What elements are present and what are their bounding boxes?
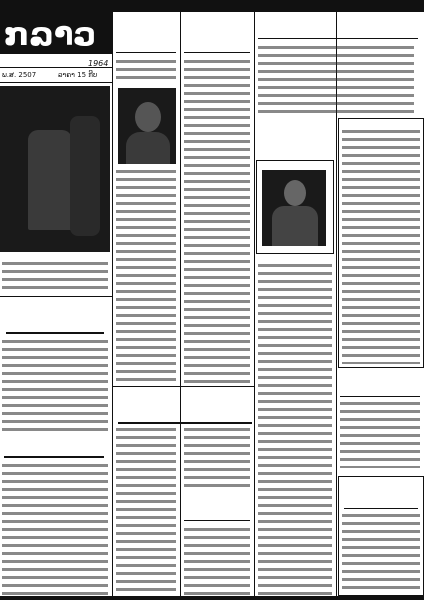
front-page-photo bbox=[0, 86, 110, 252]
article-text bbox=[184, 58, 250, 384]
article-headline-placeholder bbox=[6, 304, 104, 334]
column-divider bbox=[180, 12, 181, 600]
article-text bbox=[2, 260, 108, 290]
section-rule bbox=[113, 386, 254, 387]
article-headline-placeholder bbox=[184, 498, 250, 521]
page-edge bbox=[0, 596, 424, 600]
article-headline-placeholder bbox=[4, 436, 104, 458]
column-divider bbox=[112, 12, 113, 600]
handwritten-date: 1964 bbox=[88, 59, 109, 68]
dignitary-photo bbox=[262, 170, 326, 246]
portrait-body bbox=[126, 132, 170, 164]
photo-body bbox=[272, 206, 318, 246]
masthead-date: ພ.ສ. 2507 bbox=[2, 71, 37, 79]
article-headline-placeholder bbox=[118, 392, 252, 424]
article-text bbox=[2, 338, 108, 432]
article-text bbox=[184, 426, 250, 492]
article-text bbox=[116, 426, 176, 596]
photo-face bbox=[284, 180, 306, 206]
article-headline-placeholder bbox=[184, 30, 250, 53]
article-text bbox=[116, 168, 176, 382]
article-headline-placeholder bbox=[116, 30, 176, 53]
photo-figure bbox=[28, 130, 72, 230]
article-text bbox=[258, 262, 332, 596]
masthead-price: ລາຄາ 15 ກີບ bbox=[58, 71, 98, 79]
top-banner bbox=[0, 0, 424, 12]
article-text bbox=[258, 44, 414, 116]
masthead-bottom-rule bbox=[0, 82, 112, 83]
article-headline-placeholder bbox=[340, 372, 420, 397]
article-text bbox=[340, 400, 420, 468]
photo-figure bbox=[70, 116, 100, 236]
masthead-title: ກລາວ bbox=[4, 15, 97, 53]
article-text bbox=[2, 462, 108, 596]
column-divider bbox=[254, 12, 255, 600]
portrait-photo bbox=[118, 88, 176, 164]
article-text bbox=[184, 526, 250, 596]
portrait-face bbox=[135, 102, 161, 132]
article-text bbox=[116, 58, 176, 84]
article-headline-placeholder bbox=[344, 482, 418, 509]
article-text bbox=[342, 512, 420, 592]
article-headline-placeholder bbox=[258, 16, 418, 39]
section-rule bbox=[0, 296, 112, 297]
article-text bbox=[342, 128, 420, 364]
